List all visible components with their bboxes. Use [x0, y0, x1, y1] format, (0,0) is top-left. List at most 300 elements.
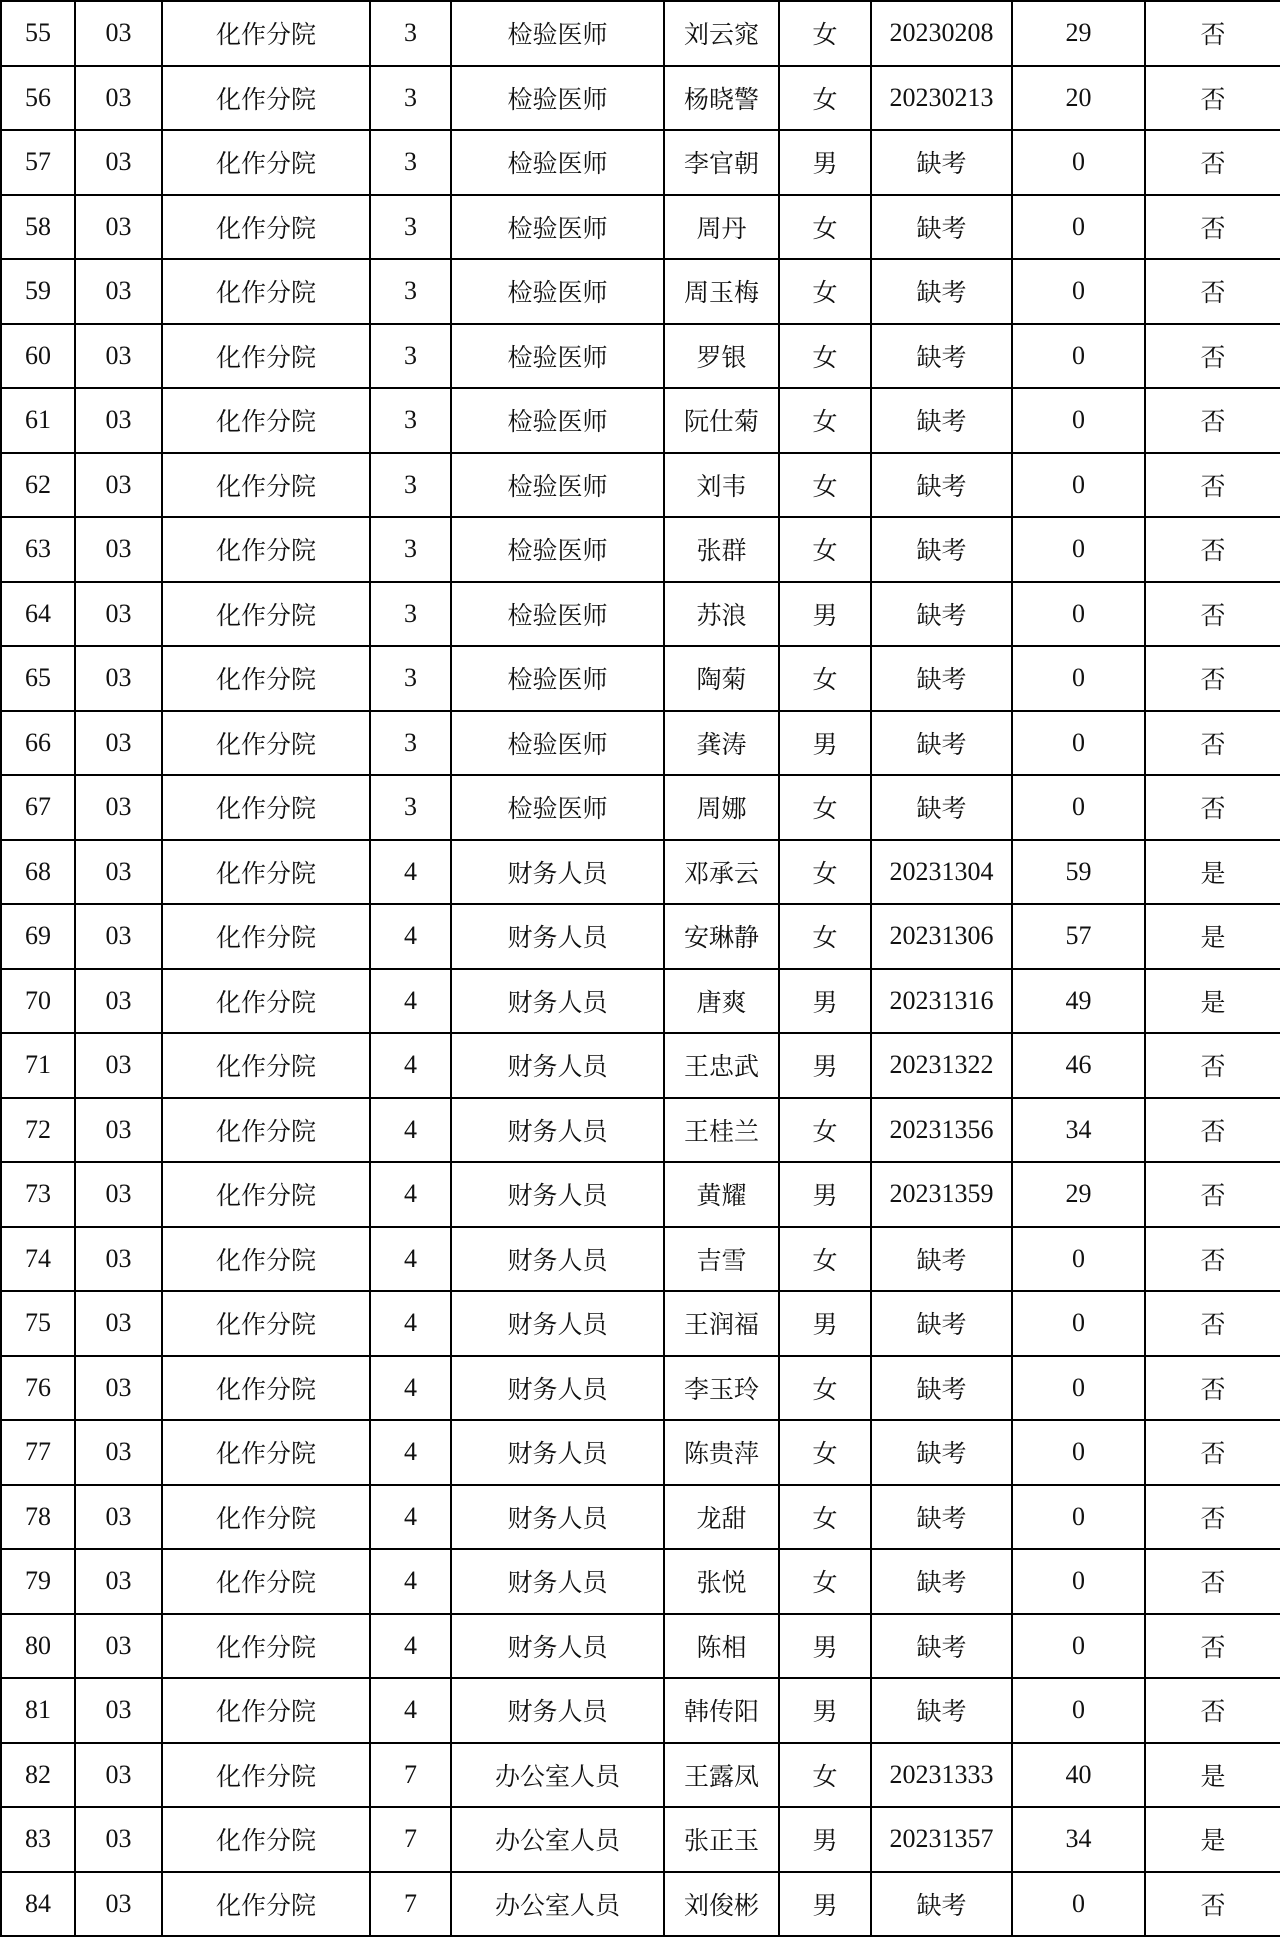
position-name-cell: 财务人员: [451, 1033, 664, 1098]
position-code-cell: 7: [370, 1872, 451, 1937]
exam-number-cell: 20231333: [871, 1743, 1012, 1808]
position-code-cell: 3: [370, 453, 451, 518]
table-row: [1, 1743, 1280, 1808]
score-cell: 0: [1012, 1291, 1145, 1356]
unit-code-cell: 03: [75, 1420, 162, 1485]
name-cell: 韩传阳: [664, 1678, 779, 1743]
gender-cell: 男: [779, 1678, 871, 1743]
seq-cell: 58: [1, 195, 75, 260]
seq-cell: 75: [1, 1291, 75, 1356]
name-cell: 王桂兰: [664, 1098, 779, 1163]
name-cell: 周娜: [664, 775, 779, 840]
seq-cell: 72: [1, 1098, 75, 1163]
unit-code-cell: 03: [75, 195, 162, 260]
gender-cell: 女: [779, 904, 871, 969]
score-cell: 0: [1012, 582, 1145, 647]
seq-cell: 71: [1, 1033, 75, 1098]
position-name-cell: 检验医师: [451, 195, 664, 260]
seq-cell: 77: [1, 1420, 75, 1485]
gender-cell: 女: [779, 388, 871, 453]
unit-code-cell: 03: [75, 775, 162, 840]
position-code-cell: 4: [370, 1227, 451, 1292]
seq-cell: 64: [1, 582, 75, 647]
seq-cell: 61: [1, 388, 75, 453]
unit-code-cell: 03: [75, 840, 162, 905]
score-cell: 0: [1012, 1356, 1145, 1421]
gender-cell: 女: [779, 517, 871, 582]
position-name-cell: 检验医师: [451, 66, 664, 131]
seq-cell: 65: [1, 646, 75, 711]
seq-cell: 57: [1, 130, 75, 195]
exam-number-cell: 缺考: [871, 1420, 1012, 1485]
qualified-cell: 是: [1145, 1743, 1280, 1808]
qualified-cell: 否: [1145, 1485, 1280, 1550]
gender-cell: 女: [779, 1227, 871, 1292]
score-cell: 49: [1012, 969, 1145, 1034]
seq-cell: 82: [1, 1743, 75, 1808]
unit-name-cell: 化作分院: [162, 1420, 370, 1485]
qualified-cell: 否: [1145, 1420, 1280, 1485]
position-name-cell: 财务人员: [451, 1420, 664, 1485]
gender-cell: 女: [779, 195, 871, 260]
unit-code-cell: 03: [75, 259, 162, 324]
seq-cell: 79: [1, 1549, 75, 1614]
score-cell: 0: [1012, 775, 1145, 840]
position-code-cell: 3: [370, 646, 451, 711]
unit-code-cell: 03: [75, 1614, 162, 1679]
position-code-cell: 3: [370, 66, 451, 131]
score-cell: 0: [1012, 646, 1145, 711]
unit-code-cell: 03: [75, 1162, 162, 1227]
position-name-cell: 办公室人员: [451, 1872, 664, 1937]
gender-cell: 女: [779, 1743, 871, 1808]
unit-name-cell: 化作分院: [162, 66, 370, 131]
position-name-cell: 检验医师: [451, 388, 664, 453]
score-cell: 0: [1012, 1678, 1145, 1743]
seq-cell: 76: [1, 1356, 75, 1421]
unit-code-cell: 03: [75, 1, 162, 66]
name-cell: 苏浪: [664, 582, 779, 647]
score-cell: 0: [1012, 324, 1145, 389]
table-row: [1, 1291, 1280, 1356]
position-code-cell: 4: [370, 1162, 451, 1227]
unit-code-cell: 03: [75, 1807, 162, 1872]
name-cell: 杨晓警: [664, 66, 779, 131]
unit-name-cell: 化作分院: [162, 1743, 370, 1808]
unit-code-cell: 03: [75, 1678, 162, 1743]
position-name-cell: 检验医师: [451, 453, 664, 518]
table-row: [1, 969, 1280, 1034]
table-row: [1, 1356, 1280, 1421]
score-cell: 0: [1012, 130, 1145, 195]
score-cell: 0: [1012, 1614, 1145, 1679]
unit-code-cell: 03: [75, 1356, 162, 1421]
unit-code-cell: 03: [75, 1549, 162, 1614]
name-cell: 刘韦: [664, 453, 779, 518]
exam-number-cell: 缺考: [871, 1549, 1012, 1614]
name-cell: 罗银: [664, 324, 779, 389]
position-name-cell: 检验医师: [451, 775, 664, 840]
exam-number-cell: 缺考: [871, 1614, 1012, 1679]
unit-code-cell: 03: [75, 646, 162, 711]
table-row: [1, 904, 1280, 969]
score-cell: 34: [1012, 1807, 1145, 1872]
name-cell: 陈相: [664, 1614, 779, 1679]
table-row: [1, 1033, 1280, 1098]
unit-code-cell: 03: [75, 66, 162, 131]
gender-cell: 女: [779, 324, 871, 389]
position-code-cell: 4: [370, 1485, 451, 1550]
position-name-cell: 办公室人员: [451, 1743, 664, 1808]
score-cell: 0: [1012, 1485, 1145, 1550]
unit-name-cell: 化作分院: [162, 259, 370, 324]
name-cell: 邓承云: [664, 840, 779, 905]
position-name-cell: 办公室人员: [451, 1807, 664, 1872]
gender-cell: 女: [779, 259, 871, 324]
name-cell: 吉雪: [664, 1227, 779, 1292]
position-name-cell: 财务人员: [451, 1549, 664, 1614]
qualified-cell: 否: [1145, 1614, 1280, 1679]
unit-code-cell: 03: [75, 904, 162, 969]
position-name-cell: 财务人员: [451, 840, 664, 905]
name-cell: 龙甜: [664, 1485, 779, 1550]
exam-number-cell: 缺考: [871, 195, 1012, 260]
unit-code-cell: 03: [75, 130, 162, 195]
seq-cell: 59: [1, 259, 75, 324]
unit-name-cell: 化作分院: [162, 324, 370, 389]
gender-cell: 女: [779, 646, 871, 711]
gender-cell: 男: [779, 969, 871, 1034]
seq-cell: 63: [1, 517, 75, 582]
position-name-cell: 财务人员: [451, 1356, 664, 1421]
gender-cell: 男: [779, 1162, 871, 1227]
qualified-cell: 否: [1145, 582, 1280, 647]
position-name-cell: 财务人员: [451, 1614, 664, 1679]
score-cell: 59: [1012, 840, 1145, 905]
position-name-cell: 检验医师: [451, 646, 664, 711]
table-row: [1, 259, 1280, 324]
seq-cell: 56: [1, 66, 75, 131]
qualified-cell: 否: [1145, 453, 1280, 518]
unit-name-cell: 化作分院: [162, 1162, 370, 1227]
unit-name-cell: 化作分院: [162, 1227, 370, 1292]
unit-name-cell: 化作分院: [162, 130, 370, 195]
unit-code-cell: 03: [75, 1872, 162, 1937]
qualified-cell: 否: [1145, 195, 1280, 260]
name-cell: 阮仕菊: [664, 388, 779, 453]
position-code-cell: 4: [370, 969, 451, 1034]
exam-number-cell: 缺考: [871, 1485, 1012, 1550]
qualified-cell: 否: [1145, 324, 1280, 389]
seq-cell: 83: [1, 1807, 75, 1872]
unit-code-cell: 03: [75, 1033, 162, 1098]
position-code-cell: 4: [370, 1549, 451, 1614]
position-code-cell: 4: [370, 904, 451, 969]
seq-cell: 70: [1, 969, 75, 1034]
gender-cell: 女: [779, 1, 871, 66]
table-row: [1, 453, 1280, 518]
position-code-cell: 4: [370, 1420, 451, 1485]
name-cell: 张悦: [664, 1549, 779, 1614]
exam-number-cell: 缺考: [871, 517, 1012, 582]
gender-cell: 男: [779, 711, 871, 776]
table-row: [1, 195, 1280, 260]
qualified-cell: 否: [1145, 130, 1280, 195]
position-name-cell: 检验医师: [451, 130, 664, 195]
table-row: [1, 646, 1280, 711]
exam-number-cell: 缺考: [871, 1678, 1012, 1743]
gender-cell: 女: [779, 1549, 871, 1614]
exam-number-cell: 20231304: [871, 840, 1012, 905]
exam-number-cell: 20230213: [871, 66, 1012, 131]
table-row: [1, 1485, 1280, 1550]
gender-cell: 女: [779, 775, 871, 840]
position-name-cell: 检验医师: [451, 259, 664, 324]
name-cell: 王润福: [664, 1291, 779, 1356]
seq-cell: 74: [1, 1227, 75, 1292]
unit-code-cell: 03: [75, 711, 162, 776]
qualified-cell: 否: [1145, 1, 1280, 66]
position-code-cell: 3: [370, 388, 451, 453]
unit-name-cell: 化作分院: [162, 1033, 370, 1098]
position-code-cell: 3: [370, 259, 451, 324]
exam-number-cell: 20231306: [871, 904, 1012, 969]
unit-name-cell: 化作分院: [162, 1872, 370, 1937]
table-row: [1, 840, 1280, 905]
gender-cell: 男: [779, 1291, 871, 1356]
table-row: [1, 1872, 1280, 1937]
table-row: [1, 324, 1280, 389]
unit-name-cell: 化作分院: [162, 453, 370, 518]
exam-number-cell: 缺考: [871, 324, 1012, 389]
name-cell: 黄耀: [664, 1162, 779, 1227]
position-code-cell: 4: [370, 1291, 451, 1356]
name-cell: 张正玉: [664, 1807, 779, 1872]
unit-name-cell: 化作分院: [162, 775, 370, 840]
score-cell: 0: [1012, 259, 1145, 324]
position-name-cell: 检验医师: [451, 1, 664, 66]
qualified-cell: 否: [1145, 711, 1280, 776]
position-code-cell: 3: [370, 1, 451, 66]
position-code-cell: 4: [370, 1033, 451, 1098]
score-cell: 0: [1012, 388, 1145, 453]
unit-name-cell: 化作分院: [162, 1098, 370, 1163]
table-row: [1, 1162, 1280, 1227]
table-row: [1, 66, 1280, 131]
exam-number-cell: 缺考: [871, 130, 1012, 195]
score-cell: 40: [1012, 1743, 1145, 1808]
seq-cell: 73: [1, 1162, 75, 1227]
position-code-cell: 3: [370, 711, 451, 776]
table-row: [1, 775, 1280, 840]
gender-cell: 女: [779, 1420, 871, 1485]
qualified-cell: 否: [1145, 259, 1280, 324]
name-cell: 张群: [664, 517, 779, 582]
qualified-cell: 否: [1145, 1033, 1280, 1098]
position-name-cell: 财务人员: [451, 1162, 664, 1227]
unit-code-cell: 03: [75, 1227, 162, 1292]
name-cell: 王忠武: [664, 1033, 779, 1098]
qualified-cell: 否: [1145, 66, 1280, 131]
seq-cell: 62: [1, 453, 75, 518]
qualified-cell: 否: [1145, 1227, 1280, 1292]
table-body: [1, 1, 1280, 1936]
unit-code-cell: 03: [75, 582, 162, 647]
unit-code-cell: 03: [75, 324, 162, 389]
name-cell: 刘俊彬: [664, 1872, 779, 1937]
position-code-cell: 7: [370, 1743, 451, 1808]
unit-name-cell: 化作分院: [162, 711, 370, 776]
name-cell: 李官朝: [664, 130, 779, 195]
exam-number-cell: 缺考: [871, 1291, 1012, 1356]
unit-name-cell: 化作分院: [162, 1356, 370, 1421]
unit-code-cell: 03: [75, 1743, 162, 1808]
unit-name-cell: 化作分院: [162, 388, 370, 453]
qualified-cell: 否: [1145, 775, 1280, 840]
table-row: [1, 388, 1280, 453]
unit-code-cell: 03: [75, 453, 162, 518]
table-row: [1, 1420, 1280, 1485]
score-cell: 0: [1012, 1420, 1145, 1485]
exam-number-cell: 缺考: [871, 388, 1012, 453]
seq-cell: 55: [1, 1, 75, 66]
unit-name-cell: 化作分院: [162, 1, 370, 66]
gender-cell: 女: [779, 453, 871, 518]
table-row: [1, 1, 1280, 66]
position-name-cell: 财务人员: [451, 1485, 664, 1550]
qualified-cell: 是: [1145, 840, 1280, 905]
position-code-cell: 4: [370, 1356, 451, 1421]
table-row: [1, 1549, 1280, 1614]
exam-number-cell: 缺考: [871, 259, 1012, 324]
position-name-cell: 检验医师: [451, 711, 664, 776]
unit-name-cell: 化作分院: [162, 195, 370, 260]
table-row: [1, 711, 1280, 776]
score-cell: 0: [1012, 1872, 1145, 1937]
seq-cell: 80: [1, 1614, 75, 1679]
exam-number-cell: 20231359: [871, 1162, 1012, 1227]
exam-number-cell: 20231316: [871, 969, 1012, 1034]
position-name-cell: 检验医师: [451, 582, 664, 647]
score-cell: 0: [1012, 1227, 1145, 1292]
qualified-cell: 否: [1145, 1549, 1280, 1614]
score-cell: 0: [1012, 711, 1145, 776]
exam-number-cell: 缺考: [871, 453, 1012, 518]
table-row: [1, 517, 1280, 582]
seq-cell: 78: [1, 1485, 75, 1550]
position-name-cell: 财务人员: [451, 1678, 664, 1743]
gender-cell: 女: [779, 840, 871, 905]
qualified-cell: 是: [1145, 904, 1280, 969]
table-row: [1, 582, 1280, 647]
exam-number-cell: 20231357: [871, 1807, 1012, 1872]
table-row: [1, 130, 1280, 195]
score-cell: 57: [1012, 904, 1145, 969]
seq-cell: 68: [1, 840, 75, 905]
score-cell: 20: [1012, 66, 1145, 131]
score-cell: 46: [1012, 1033, 1145, 1098]
seq-cell: 67: [1, 775, 75, 840]
name-cell: 安琳静: [664, 904, 779, 969]
unit-name-cell: 化作分院: [162, 646, 370, 711]
qualified-cell: 否: [1145, 1356, 1280, 1421]
qualified-cell: 否: [1145, 1872, 1280, 1937]
name-cell: 王露凤: [664, 1743, 779, 1808]
qualified-cell: 否: [1145, 388, 1280, 453]
gender-cell: 男: [779, 1033, 871, 1098]
gender-cell: 男: [779, 1614, 871, 1679]
position-name-cell: 财务人员: [451, 904, 664, 969]
unit-name-cell: 化作分院: [162, 1807, 370, 1872]
table-row: [1, 1614, 1280, 1679]
exam-number-cell: 缺考: [871, 582, 1012, 647]
unit-code-cell: 03: [75, 1291, 162, 1356]
table-row: [1, 1678, 1280, 1743]
name-cell: 周丹: [664, 195, 779, 260]
exam-number-cell: 缺考: [871, 1872, 1012, 1937]
position-name-cell: 检验医师: [451, 324, 664, 389]
score-cell: 29: [1012, 1, 1145, 66]
name-cell: 唐爽: [664, 969, 779, 1034]
unit-name-cell: 化作分院: [162, 904, 370, 969]
score-cell: 0: [1012, 517, 1145, 582]
qualified-cell: 否: [1145, 646, 1280, 711]
unit-name-cell: 化作分院: [162, 1678, 370, 1743]
name-cell: 陶菊: [664, 646, 779, 711]
unit-name-cell: 化作分院: [162, 1291, 370, 1356]
unit-name-cell: 化作分院: [162, 582, 370, 647]
exam-number-cell: 缺考: [871, 1227, 1012, 1292]
position-name-cell: 财务人员: [451, 969, 664, 1034]
score-cell: 34: [1012, 1098, 1145, 1163]
unit-name-cell: 化作分院: [162, 969, 370, 1034]
exam-number-cell: 20231322: [871, 1033, 1012, 1098]
name-cell: 陈贵萍: [664, 1420, 779, 1485]
seq-cell: 84: [1, 1872, 75, 1937]
unit-code-cell: 03: [75, 1485, 162, 1550]
position-code-cell: 3: [370, 324, 451, 389]
gender-cell: 男: [779, 1807, 871, 1872]
seq-cell: 69: [1, 904, 75, 969]
gender-cell: 女: [779, 66, 871, 131]
unit-name-cell: 化作分院: [162, 1485, 370, 1550]
qualified-cell: 否: [1145, 1162, 1280, 1227]
unit-name-cell: 化作分院: [162, 1614, 370, 1679]
position-code-cell: 4: [370, 1614, 451, 1679]
position-code-cell: 3: [370, 195, 451, 260]
position-code-cell: 3: [370, 130, 451, 195]
position-code-cell: 3: [370, 517, 451, 582]
exam-number-cell: 缺考: [871, 775, 1012, 840]
seq-cell: 81: [1, 1678, 75, 1743]
exam-number-cell: 缺考: [871, 1356, 1012, 1421]
position-name-cell: 财务人员: [451, 1098, 664, 1163]
table-row: [1, 1227, 1280, 1292]
unit-code-cell: 03: [75, 388, 162, 453]
unit-code-cell: 03: [75, 969, 162, 1034]
name-cell: 龚涛: [664, 711, 779, 776]
position-code-cell: 3: [370, 582, 451, 647]
table-row: [1, 1807, 1280, 1872]
gender-cell: 女: [779, 1485, 871, 1550]
qualified-cell: 是: [1145, 1807, 1280, 1872]
position-name-cell: 财务人员: [451, 1291, 664, 1356]
name-cell: 李玉玲: [664, 1356, 779, 1421]
unit-name-cell: 化作分院: [162, 517, 370, 582]
position-code-cell: 7: [370, 1807, 451, 1872]
score-cell: 0: [1012, 1549, 1145, 1614]
exam-number-cell: 缺考: [871, 711, 1012, 776]
